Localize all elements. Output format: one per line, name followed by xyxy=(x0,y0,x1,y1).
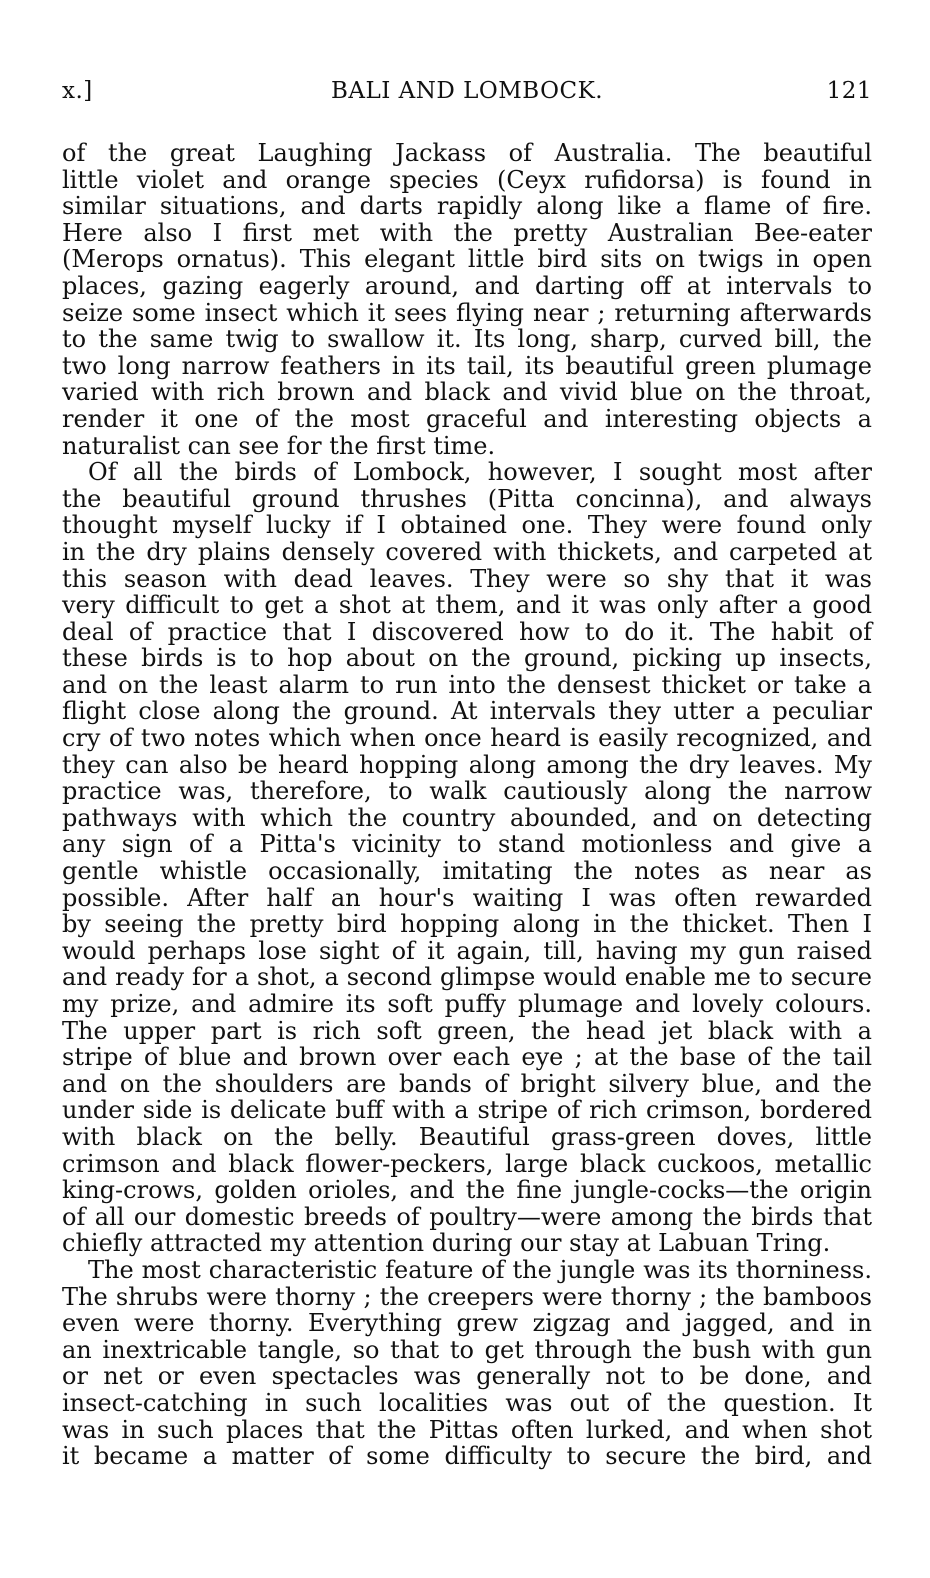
text-line: king-crows, golden orioles, and the fine jungle-cocks—the origin xyxy=(62,1176,872,1205)
page-title: BALI AND LOMBOCK. xyxy=(330,78,604,104)
paragraph-3 xyxy=(62,1257,872,1470)
text-line: and ready for a shot, a second glimpse would enable me to secure xyxy=(62,963,872,992)
text-line: stripe of blue and brown over each eye ; at the base of the tail xyxy=(62,1043,872,1072)
text-line: would perhaps lose sight of it again, till, having my gun raised xyxy=(62,936,872,965)
text-line: Of all the birds of Lombock, however, I sought most after xyxy=(88,458,872,487)
text-line: Here also I first met with the pretty Australian Bee-eater xyxy=(62,218,872,247)
text-line: two long narrow feathers in its tail, its beautiful green plumage xyxy=(62,351,872,380)
text-line: seize some insect which it sees flying near ; returning afterwards xyxy=(62,298,872,327)
text-line: of the great Laughing Jackass of Australia. The beautiful xyxy=(62,139,872,167)
text-line: render it one of the most graceful and interesting objects a xyxy=(62,404,872,433)
text-line: this season with dead leaves. They were so shy that it was xyxy=(62,564,872,593)
text-line: deal of practice that I discovered how to do it. The habit of xyxy=(62,617,872,646)
text-line: these birds is to hop about on the ground, picking up insects, xyxy=(62,644,872,673)
body-text xyxy=(62,140,872,1470)
text-line: possible. After half an hour's waiting I was often rewarded xyxy=(62,883,872,912)
text-line: The upper part is rich soft green, the head jet black with a xyxy=(62,1016,872,1045)
text-line: The most characteristic feature of the jungle was its thorniness. xyxy=(88,1255,872,1284)
text-line: insect-catching in such localities was out of the question. It xyxy=(62,1388,872,1417)
running-head xyxy=(62,78,872,112)
text-line: by seeing the pretty bird hopping along in the thicket. Then I xyxy=(62,910,872,939)
text-line: flight close along the ground. At intervals they utter a peculiar xyxy=(62,697,872,726)
text-line: even were thorny. Everything grew zigzag and jagged, and in xyxy=(62,1309,872,1338)
text-line: and on the least alarm to run into the densest thicket or take a xyxy=(62,670,872,699)
text-line: any sign of a Pitta's vicinity to stand motionless and give a xyxy=(62,830,872,859)
text-line: practice was, therefore, to walk cautiously along the narrow xyxy=(62,777,872,806)
text-line: similar situations, and darts rapidly along like a flame of fire. xyxy=(62,192,872,221)
text-line: The shrubs were thorny ; the creepers were thorny ; the bamboos xyxy=(62,1282,872,1311)
text-line: with black on the belly. Beautiful grass-green doves, little xyxy=(62,1122,872,1151)
text-line: very difficult to get a shot at them, and it was only after a good xyxy=(62,591,872,620)
text-line: my prize, and admire its soft puffy plumage and lovely colours. xyxy=(62,990,872,1018)
text-line: under side is delicate buff with a stripe of rich crimson, bordered xyxy=(62,1096,872,1125)
chapter-marker: x.] xyxy=(62,78,93,104)
page-number: 121 xyxy=(826,78,872,104)
text-line: thought myself lucky if I obtained one. They were found only xyxy=(62,511,872,540)
paragraph-2 xyxy=(62,459,872,1257)
text-line: to the same twig to swallow it. Its long, sharp, curved bill, the xyxy=(62,325,872,354)
text-line: it became a matter of some difficulty to secure the bird, and xyxy=(62,1442,872,1471)
text-line: naturalist can see for the first time. xyxy=(62,431,496,460)
paragraph-1 xyxy=(62,140,872,459)
text-line: little violet and orange species (Ceyx rufidorsa) is found in xyxy=(62,165,872,194)
text-line: crimson and black flower-peckers, large black cuckoos, metallic xyxy=(62,1149,872,1178)
text-line: cry of two notes which when once heard is easily recognized, and xyxy=(62,724,872,753)
text-line: gentle whistle occasionally, imitating the notes as near as xyxy=(62,857,872,886)
text-line: was in such places that the Pittas often lurked, and when shot xyxy=(62,1415,872,1444)
text-line: in the dry plains densely covered with thickets, and carpeted at xyxy=(62,537,872,566)
text-line: places, gazing eagerly around, and darting off at intervals to xyxy=(62,271,872,300)
text-line: chiefly attracted my attention during our stay at Labuan Tring. xyxy=(62,1229,831,1258)
text-line: they can also be heard hopping along among the dry leaves. My xyxy=(62,750,872,779)
text-line: (Merops ornatus). This elegant little bird sits on twigs in open xyxy=(62,245,872,274)
text-line: the beautiful ground thrushes (Pitta concinna), and always xyxy=(62,484,872,513)
text-line: pathways with which the country abounded, and on detecting xyxy=(62,803,872,832)
text-line: an inextricable tangle, so that to get through the bush with gun xyxy=(62,1335,872,1364)
text-line: or net or even spectacles was generally not to be done, and xyxy=(62,1362,872,1391)
text-line: varied with rich brown and black and vivid blue on the throat, xyxy=(62,378,872,407)
text-line: of all our domestic breeds of poultry—were among the birds that xyxy=(62,1202,872,1231)
text-line: and on the shoulders are bands of bright silvery blue, and the xyxy=(62,1069,872,1098)
